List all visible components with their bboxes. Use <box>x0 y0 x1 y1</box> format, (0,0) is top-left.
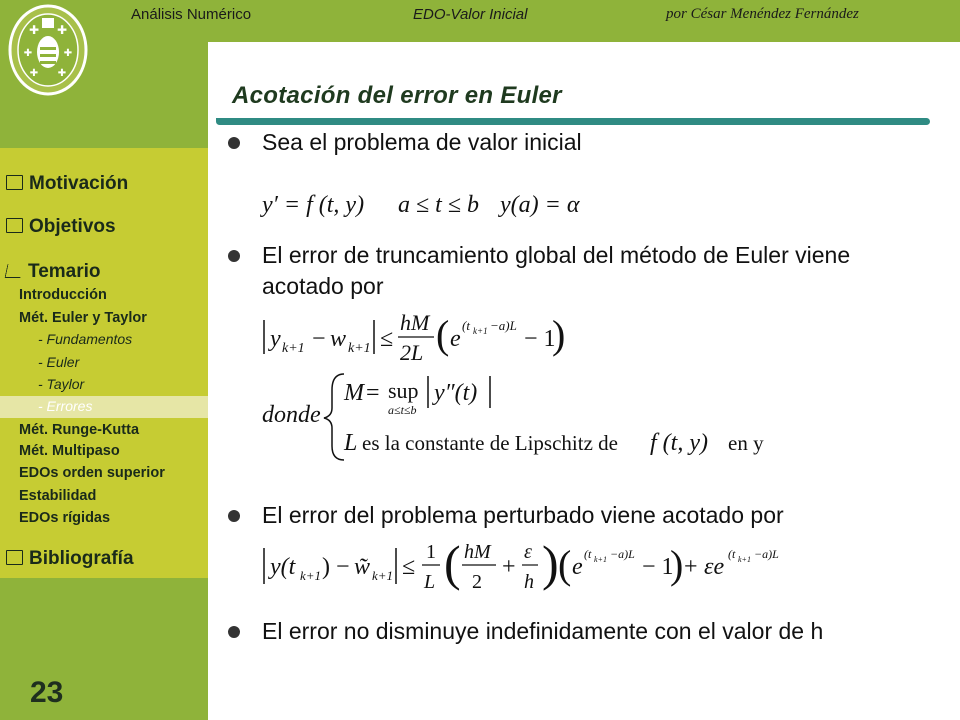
checkbox-icon <box>6 550 23 565</box>
svg-text:y′ = f (t, y): y′ = f (t, y) <box>262 192 365 218</box>
svg-text:✚: ✚ <box>23 48 33 59</box>
svg-text:w: w <box>330 326 347 352</box>
svg-text:≤: ≤ <box>402 554 416 580</box>
svg-text:k+1: k+1 <box>473 326 488 336</box>
svg-text:−a)L: −a)L <box>490 318 517 333</box>
nav-item-edos-rigidas[interactable]: EDOs rígidas <box>19 510 111 526</box>
svg-text:k+1: k+1 <box>372 568 394 583</box>
svg-text:y: y <box>270 326 281 352</box>
svg-text:+: + <box>502 554 516 580</box>
svg-text:ε: ε <box>524 541 532 563</box>
nav-item-met-runge-kutta[interactable]: Mét. Runge-Kutta <box>19 422 140 438</box>
checkbox-icon <box>6 218 23 233</box>
title-underline <box>216 118 930 125</box>
svg-text:+: + <box>684 554 698 580</box>
svg-text:(t: (t <box>584 547 592 561</box>
nav-item-temario[interactable] <box>6 261 101 283</box>
svg-text:−: − <box>312 326 326 352</box>
header-topic: EDO-Valor Inicial <box>413 6 528 23</box>
donde-definitions-equation <box>258 368 798 464</box>
open-folder-icon <box>5 264 24 278</box>
nav-active-highlight <box>0 396 208 418</box>
nav-item-errores[interactable]: - Errores <box>38 398 93 414</box>
svg-text:(t: (t <box>728 547 736 561</box>
lipschitz-text: es la constante de Lipschitz de <box>362 431 618 455</box>
en-y-text: en y <box>728 431 764 455</box>
svg-text:k+1: k+1 <box>282 341 305 356</box>
svg-text:2L: 2L <box>400 340 424 365</box>
nav-item-motivacion[interactable] <box>6 173 128 195</box>
nav-item-bibliografia[interactable] <box>6 548 134 570</box>
sup-operator: sup <box>388 378 419 403</box>
nav-item-met-euler-taylor[interactable]: Mét. Euler y Taylor <box>19 310 147 326</box>
svg-text:k+1: k+1 <box>300 568 322 583</box>
svg-text:): ) <box>552 312 566 357</box>
svg-text:✚: ✚ <box>57 68 67 79</box>
checkbox-icon <box>6 175 23 190</box>
bullet-text-3: El error del problema perturbado viene acotado por <box>262 502 784 528</box>
svg-text:y″(t): y″(t) <box>434 380 478 406</box>
svg-text:−a)L: −a)L <box>610 547 635 561</box>
page-number: 23 <box>30 676 64 709</box>
nav-label: Temario <box>28 261 101 282</box>
svg-text:(: ( <box>444 535 461 591</box>
svg-text:f (t, y): f (t, y) <box>650 430 708 456</box>
bullet-dot <box>228 510 240 522</box>
svg-text:=: = <box>366 380 380 406</box>
university-seal-logo <box>6 0 90 100</box>
svg-text:1: 1 <box>426 541 436 563</box>
nav-item-estabilidad[interactable]: Estabilidad <box>19 488 97 504</box>
svg-text:k+1: k+1 <box>594 555 607 564</box>
nav-label: Objetivos <box>29 216 116 237</box>
svg-text:k+1: k+1 <box>348 341 371 356</box>
svg-text:✚: ✚ <box>29 68 39 79</box>
bullet-dot <box>228 626 240 638</box>
nav-item-fundamentos[interactable]: - Fundamentos <box>38 331 133 347</box>
nav-item-taylor[interactable]: - Taylor <box>38 376 85 392</box>
svg-text:L: L <box>344 430 358 456</box>
svg-text:): ) <box>542 535 559 591</box>
svg-text:a≤t≤b: a≤t≤b <box>388 403 417 417</box>
nav-item-objetivos[interactable] <box>6 216 116 238</box>
nav-item-euler[interactable]: - Euler <box>38 354 80 370</box>
donde-label: donde <box>262 402 321 428</box>
svg-text:(: ( <box>558 542 572 587</box>
svg-text:εe: εe <box>704 554 725 580</box>
svg-text:✚: ✚ <box>56 23 68 37</box>
svg-text:k+1: k+1 <box>738 555 751 564</box>
svg-text:w̃: w̃ <box>354 554 371 580</box>
svg-text:y(t: y(t <box>270 554 296 580</box>
slide-title: Acotación del error en Euler <box>232 82 562 109</box>
svg-text:✚: ✚ <box>63 48 73 59</box>
svg-text:a ≤ t ≤ b: a ≤ t ≤ b <box>398 192 480 218</box>
svg-text:) −: ) − <box>322 554 350 580</box>
svg-text:M: M <box>344 380 364 406</box>
nav-label: Bibliografía <box>29 548 134 569</box>
ivp-equation <box>258 184 598 224</box>
svg-text:e: e <box>572 554 583 580</box>
header-author: por César Menéndez Fernández <box>666 6 859 22</box>
nav-item-introduccion[interactable]: Introducción <box>19 287 107 303</box>
bullet-text-4: El error no disminuye indefinidamente con el valor de h <box>262 618 824 644</box>
bullet-text-2: El error de truncamiento global del método de Euler viene acotado por <box>262 242 851 299</box>
svg-text:): ) <box>670 542 684 587</box>
header-underfill <box>208 42 960 72</box>
svg-text:(: ( <box>436 312 450 357</box>
bullet-text-1: Sea el problema de valor inicial <box>262 129 582 155</box>
svg-text:e: e <box>450 326 461 352</box>
svg-text:− 1: − 1 <box>642 554 674 580</box>
bullet-dot <box>228 137 240 149</box>
svg-text:(t: (t <box>462 318 470 333</box>
euler-error-bound-equation <box>258 306 578 366</box>
svg-text:L: L <box>424 571 436 593</box>
svg-text:hM: hM <box>464 541 491 563</box>
header-course: Análisis Numérico <box>131 6 252 23</box>
svg-text:≤: ≤ <box>380 326 394 352</box>
bullet-dot <box>228 250 240 262</box>
svg-text:✚: ✚ <box>28 23 40 37</box>
svg-text:−a)L: −a)L <box>754 547 779 561</box>
svg-text:hM: hM <box>400 310 430 335</box>
nav-item-edos-orden-superior[interactable]: EDOs orden superior <box>19 465 165 481</box>
svg-text:h: h <box>524 571 534 593</box>
svg-text:2: 2 <box>472 571 482 593</box>
svg-text:y(a) = α: y(a) = α <box>500 192 580 218</box>
nav-label: Motivación <box>29 173 129 194</box>
perturbed-error-bound-equation <box>258 532 798 598</box>
svg-text:− 1: − 1 <box>524 326 556 352</box>
nav-item-met-multipaso[interactable]: Mét. Multipaso <box>19 443 120 459</box>
